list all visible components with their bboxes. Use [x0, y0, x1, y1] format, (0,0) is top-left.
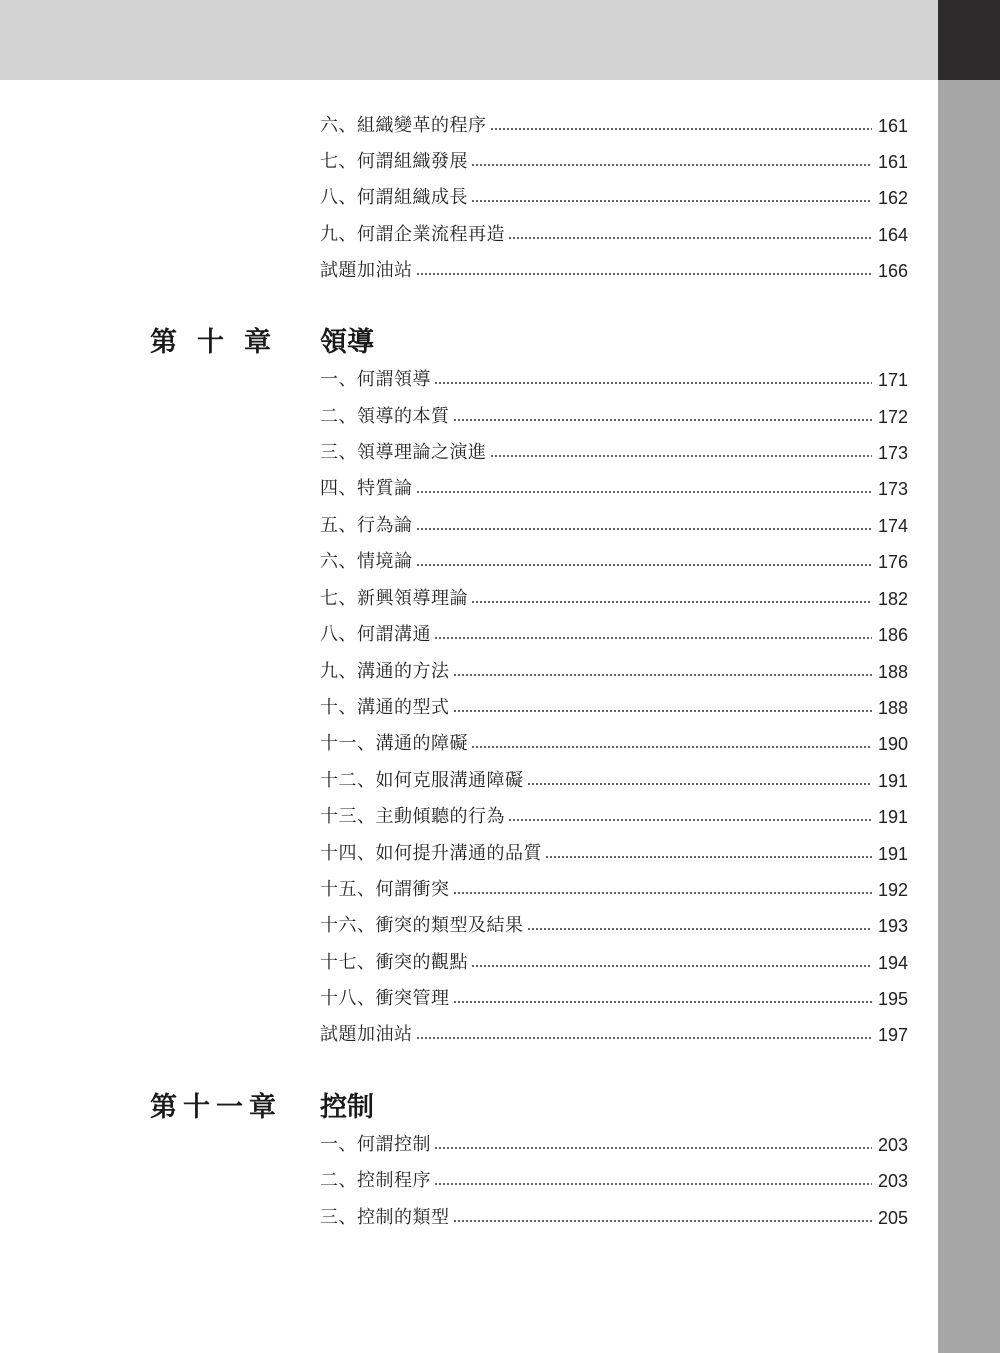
toc-entry[interactable] [320, 439, 908, 467]
corner-tab-marker [938, 0, 1000, 80]
toc-entry-page: 191 [877, 807, 908, 827]
toc-entry-title: 十五、何謂衝突 [320, 879, 450, 900]
dot-leader [490, 453, 872, 459]
toc-entry[interactable] [320, 148, 908, 176]
dot-leader [490, 126, 872, 132]
toc-entry-title: 試題加油站 [320, 260, 413, 281]
dot-leader [453, 1218, 872, 1224]
dot-leader [416, 1035, 872, 1041]
toc-entry[interactable] [320, 621, 908, 649]
toc-entry-page: 186 [877, 625, 908, 645]
dot-leader [416, 562, 872, 568]
toc-entry[interactable] [320, 184, 908, 212]
toc-entry-title: 十七、衝突的觀點 [320, 952, 468, 973]
toc-entry[interactable] [320, 403, 908, 431]
toc-entry-page: 190 [877, 734, 908, 754]
toc-entry[interactable] [320, 548, 908, 576]
toc-entry[interactable] [320, 730, 908, 758]
dot-leader [453, 672, 872, 678]
toc-entry[interactable] [320, 912, 908, 940]
toc-entry-title: 九、何謂企業流程再造 [320, 224, 505, 245]
toc-entry-page: 161 [877, 152, 908, 172]
header-band [0, 0, 938, 80]
toc-entry-page: 194 [877, 953, 908, 973]
toc-entry-title: 十二、如何克服溝通障礙 [320, 770, 524, 791]
toc-entry-page: 205 [877, 1208, 908, 1228]
toc-entry[interactable] [320, 985, 908, 1013]
toc-entry[interactable] [320, 366, 908, 394]
toc-entry-page: 203 [877, 1171, 908, 1191]
dot-leader [434, 380, 872, 386]
toc-entry-title: 十四、如何提升溝通的品質 [320, 843, 542, 864]
dot-leader [471, 599, 872, 605]
toc-entry-page: 197 [877, 1025, 908, 1045]
chapter-heading[interactable] [150, 323, 374, 363]
toc-entry-title: 二、領導的本質 [320, 406, 450, 427]
toc-entry-page: 182 [877, 589, 908, 609]
chapter-title: 領導 [320, 327, 374, 358]
toc-entry-title: 十一、溝通的障礙 [320, 733, 468, 754]
toc-entry-title: 九、溝通的方法 [320, 661, 450, 682]
toc-entry[interactable] [320, 949, 908, 977]
toc-entry-title: 八、何謂組織成長 [320, 187, 468, 208]
toc-entry[interactable] [320, 767, 908, 795]
dot-leader [527, 781, 872, 787]
toc-entry-title: 二、控制程序 [320, 1170, 431, 1191]
toc-entry-page: 166 [877, 261, 908, 281]
toc-entry-page: 193 [877, 916, 908, 936]
toc-entry-page: 174 [877, 516, 908, 536]
dot-leader [508, 235, 872, 241]
dot-leader [471, 744, 872, 750]
toc-entry-page: 192 [877, 880, 908, 900]
toc-entry-title: 五、行為論 [320, 515, 413, 536]
chapter-label: 第十章 [150, 327, 291, 358]
chapter-title: 控制 [320, 1092, 374, 1123]
dot-leader [471, 198, 872, 204]
dot-leader [434, 1145, 872, 1151]
toc-entry-page: 188 [877, 662, 908, 682]
toc-entry-page: 176 [877, 552, 908, 572]
toc-entry-title: 六、組織變革的程序 [320, 115, 487, 136]
toc-entry-title: 七、何謂組織發展 [320, 151, 468, 172]
toc-entry[interactable] [320, 1167, 908, 1195]
toc-entry-title: 六、情境論 [320, 551, 413, 572]
side-edge-band [938, 80, 1000, 1353]
toc-entry[interactable] [320, 1204, 908, 1232]
toc-entry[interactable] [320, 112, 908, 140]
dot-leader [545, 854, 872, 860]
chapter-heading[interactable] [150, 1088, 374, 1128]
toc-entry[interactable] [320, 1131, 908, 1159]
dot-leader [453, 999, 872, 1005]
toc-entry-title: 三、控制的類型 [320, 1207, 450, 1228]
dot-leader [416, 489, 872, 495]
toc-entry-page: 162 [877, 188, 908, 208]
toc-entry[interactable] [320, 585, 908, 613]
toc-entry-page: 164 [877, 225, 908, 245]
dot-leader [471, 963, 872, 969]
dot-leader [508, 817, 872, 823]
chapter-label: 第十一章 [150, 1092, 282, 1123]
toc-entry-title: 三、領導理論之演進 [320, 442, 487, 463]
dot-leader [527, 926, 872, 932]
toc-entry-title: 一、何謂控制 [320, 1134, 431, 1155]
toc-entry[interactable] [320, 658, 908, 686]
toc-entry-page: 171 [877, 370, 908, 390]
toc-entry[interactable] [320, 694, 908, 722]
dot-leader [453, 417, 872, 423]
dot-leader [453, 708, 872, 714]
toc-entry[interactable] [320, 512, 908, 540]
toc-entry-title: 四、特質論 [320, 478, 413, 499]
toc-entry-page: 191 [877, 771, 908, 791]
toc-entry-title: 七、新興領導理論 [320, 588, 468, 609]
toc-entry-title: 十、溝通的型式 [320, 697, 450, 718]
toc-entry-page: 161 [877, 116, 908, 136]
toc-entry-page: 172 [877, 407, 908, 427]
toc-entry[interactable] [320, 840, 908, 868]
dot-leader [416, 526, 872, 532]
toc-entry[interactable] [320, 257, 908, 285]
dot-leader [434, 635, 872, 641]
toc-entry[interactable] [320, 803, 908, 831]
toc-entry[interactable] [320, 876, 908, 904]
toc-entry-page: 173 [877, 479, 908, 499]
toc-entry-title: 十三、主動傾聽的行為 [320, 806, 505, 827]
toc-entry-title: 一、何謂領導 [320, 369, 431, 390]
toc-entry[interactable] [320, 221, 908, 249]
toc-entry-title: 試題加油站 [320, 1024, 413, 1045]
dot-leader [416, 271, 872, 277]
toc-entry-page: 195 [877, 989, 908, 1009]
toc-entry-page: 188 [877, 698, 908, 718]
dot-leader [434, 1181, 872, 1187]
toc-entry-page: 173 [877, 443, 908, 463]
toc-entry-title: 十八、衝突管理 [320, 988, 450, 1009]
toc-entry[interactable] [320, 475, 908, 503]
toc-entry-page: 203 [877, 1135, 908, 1155]
dot-leader [453, 890, 872, 896]
dot-leader [471, 162, 872, 168]
toc-entry-page: 191 [877, 844, 908, 864]
toc-entry-title: 八、何謂溝通 [320, 624, 431, 645]
toc-entry[interactable] [320, 1021, 908, 1049]
toc-entry-title: 十六、衝突的類型及結果 [320, 915, 524, 936]
